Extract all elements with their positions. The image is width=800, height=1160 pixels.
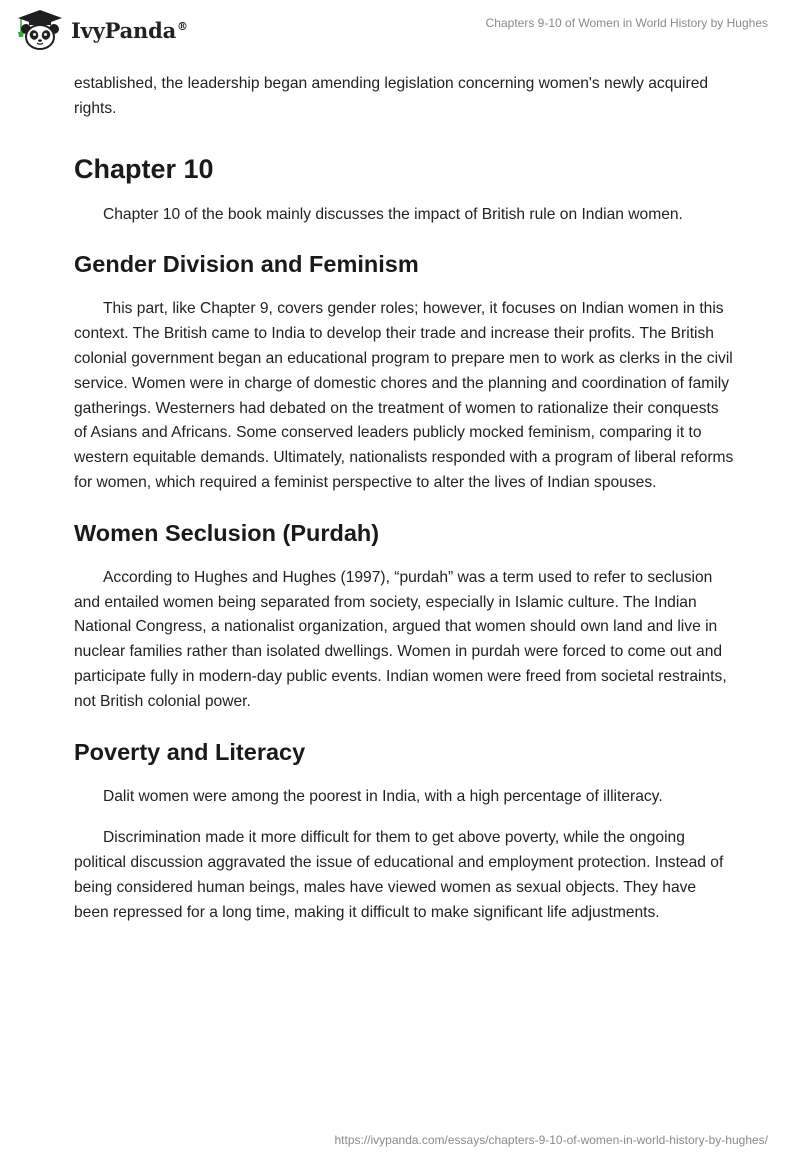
section-paragraph-poverty-2: Discrimination made it more difficult for them to get above poverty, while the ongoing political discussion aggravated the issue of educational and employment protection. Instead of being considered human beings, males have viewed women as sexual objects. They have been repressed for a long time, making it difficult to make significant life adjustments. [74, 829, 724, 921]
panda-logo-icon [15, 8, 65, 52]
section-paragraph-poverty-1: Dalit women were among the poorest in India, with a high percentage of illiteracy. [103, 787, 663, 805]
document-title: Chapters 9-10 of Women in World History by Hughes [485, 16, 768, 30]
section-paragraph-gender: This part, like Chapter 9, covers gender roles; however, it focuses on Indian women in this context. The British came to India to develop their trade and increase their profits. The British colonial government began an educational program to prepare men to work as clerks in the civil service. Women were in charge of domestic chores and the planning and coordination of family gatherings. Westerners had debated on the treatment of women to rationalize their conquests of Asians and Africans. Some conserved leaders publicly mocked feminism, comparing it to western equitable demands. Ultimately, nationalists responded with a program of liberal reforms for women, which required a feminist perspective to alter the lives of Indian spouses. [74, 300, 734, 491]
section-heading-gender: Gender Division and Feminism [74, 251, 419, 278]
section-heading-poverty: Poverty and Literacy [74, 738, 306, 765]
section-heading-purdah: Women Seclusion (Purdah) [74, 519, 380, 546]
chapter-paragraph: Chapter 10 of the book mainly discusses the impact of British rule on Indian women. [103, 205, 683, 223]
source-url[interactable]: https://ivypanda.com/essays/chapters-9-10-of-women-in-world-history-by-hughes/ [334, 1133, 768, 1147]
section-paragraph-purdah: According to Hughes and Hughes (1997), “purdah” was a term used to refer to seclusion and entailed women being separated from society, especially in Islamic culture. The Indian National Congress, a nationalist organization, argued that women should own land and live in nuclear families rather than isolated dwellings. Women in purdah were forced to come out and participate fully in modern-day public events. Indian women were freed from societal restraints, not British colonial power. [74, 568, 727, 710]
logo-wordmark: IvyPanda® [71, 17, 188, 43]
chapter-heading: Chapter 10 [74, 153, 214, 184]
page-header [0, 0, 800, 62]
essay-content [74, 72, 734, 926]
intro-paragraph: established, the leadership began amending legislation concerning women's newly acquired rights. [74, 75, 709, 117]
ivypanda-logo[interactable] [15, 8, 188, 52]
